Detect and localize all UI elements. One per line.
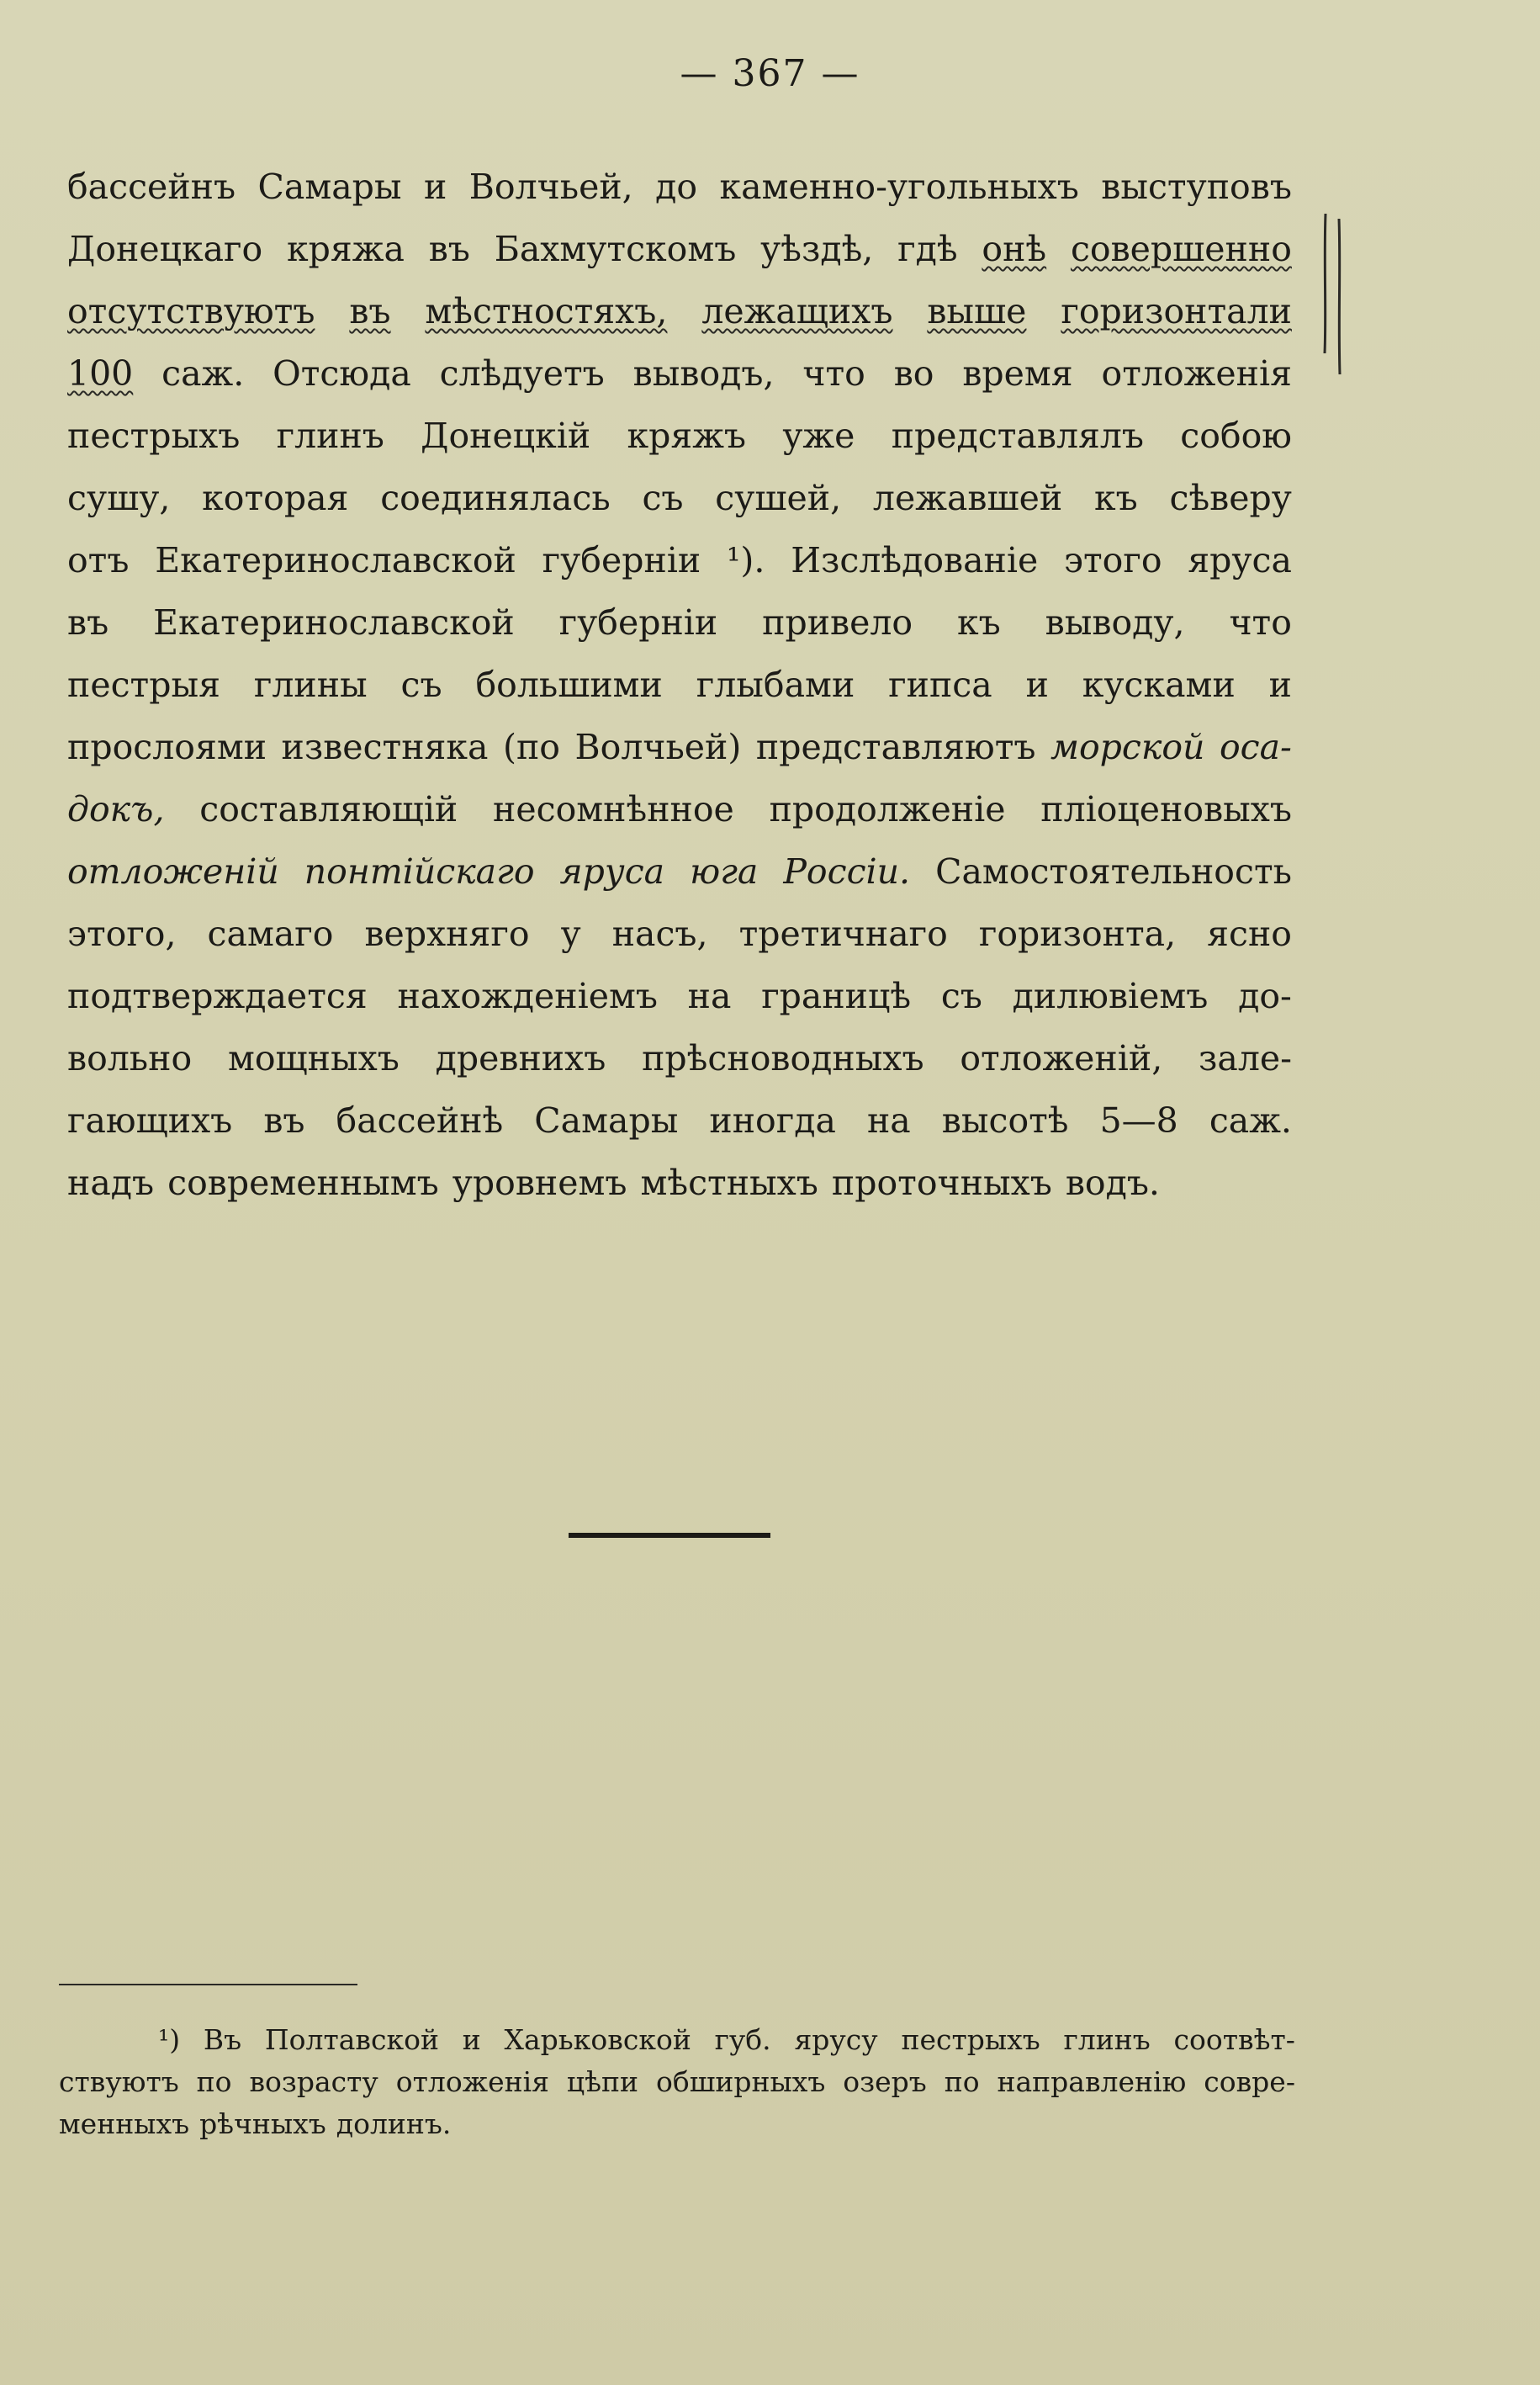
footnote [59, 2019, 1295, 2145]
italic-term: осa- [1219, 727, 1292, 767]
italic-term: юга [690, 851, 759, 892]
text-line: вольно мощныхъ древнихъ прѣсноводныхъ отложеній, зале- [67, 1038, 1292, 1079]
footnote-line: менныхъ рѣчныхъ долинъ. [59, 2107, 452, 2140]
margin-line [1325, 214, 1326, 353]
italic-term: морской [1050, 727, 1205, 767]
margin-line [1339, 219, 1340, 374]
text-line: въ Екатеринославской губерніи привело къ выводу, что [67, 602, 1292, 643]
underlined-word: 100 [67, 353, 134, 394]
underlined-word: совершенно [1070, 229, 1292, 269]
footnote-separator [59, 1984, 357, 1985]
italic-term: понтійскаго [304, 851, 535, 892]
italic-term: Россіи. [783, 851, 911, 892]
underlined-word: лежащихъ [701, 291, 893, 331]
text-line: 100 саж. Отсюда слѣдуетъ выводъ, что во время отложенія [67, 342, 1292, 405]
footnote-line: ствуютъ по возрасту отложенія цѣпи обширныхъ озеръ по направленію совре- [59, 2065, 1295, 2098]
underlined-word: въ [349, 291, 391, 331]
underlined-word: отсутствуютъ [67, 291, 315, 331]
footnote-line: ¹) Въ Полтавской и Харьковской губ. ярусу пестрыхъ глинъ соотвѣт- [59, 2019, 1295, 2061]
text-line: бассейнъ Самары и Волчьей, до каменно-угольныхъ выступовъ [67, 167, 1292, 207]
text-line: пестрыхъ глинъ Донецкій кряжъ уже представлялъ собою [67, 416, 1292, 456]
text-line: подтверждается нахожденіемъ на границѣ съ дилювіемъ до- [67, 976, 1292, 1016]
underlined-word: онѣ [982, 229, 1047, 269]
section-divider [569, 1533, 770, 1538]
underlined-word: горизонтали [1061, 291, 1292, 331]
text-line: отъ Екатеринославской губерніи ¹). Изслѣдованіе этого яруса [67, 529, 1292, 591]
italic-term: яруса [559, 851, 665, 892]
underlined-word: мѣстностяхъ, [425, 291, 668, 331]
italic-term: докъ, [67, 789, 165, 829]
text-line: сушу, которая соединялась съ сушей, лежавшей къ сѣверу [67, 478, 1292, 518]
text-line: пестрыя глины съ большими глыбами гипса и кусками и [67, 665, 1292, 705]
underlined-word: выше [927, 291, 1027, 331]
text-line: Донецкаго кряжа въ Бахмутскомъ уѣздѣ, гдѣ онѣ совершенно [67, 218, 1292, 280]
text-line: докъ, составляющій несомнѣнное продолженіе пліоценовыхъ [67, 778, 1292, 840]
text-line: надъ современнымъ уровнемъ мѣстныхъ проточныхъ водъ. [67, 1163, 1160, 1203]
margin-pencil-marks [1320, 210, 1354, 379]
italic-term: отложеній [67, 851, 279, 892]
footnote-reference: ¹). [727, 540, 765, 580]
text-line: гающихъ въ бассейнѣ Самары иногда на высотѣ 5—8 саж. [67, 1100, 1292, 1141]
text-line: отложеній понтійскаго яруса юга Россіи. Самостоятельность [67, 840, 1292, 903]
footnote-marker: ¹) [158, 2023, 181, 2056]
body-text [67, 156, 1292, 1214]
text-line [67, 280, 1292, 342]
text-line: этого, самаго верхняго у насъ, третичнаго горизонта, ясно [67, 914, 1292, 954]
page-number: — 367 — [680, 52, 860, 95]
text-line: прослоями известняка (по Волчьей) представляютъ морской осa- [67, 716, 1292, 778]
